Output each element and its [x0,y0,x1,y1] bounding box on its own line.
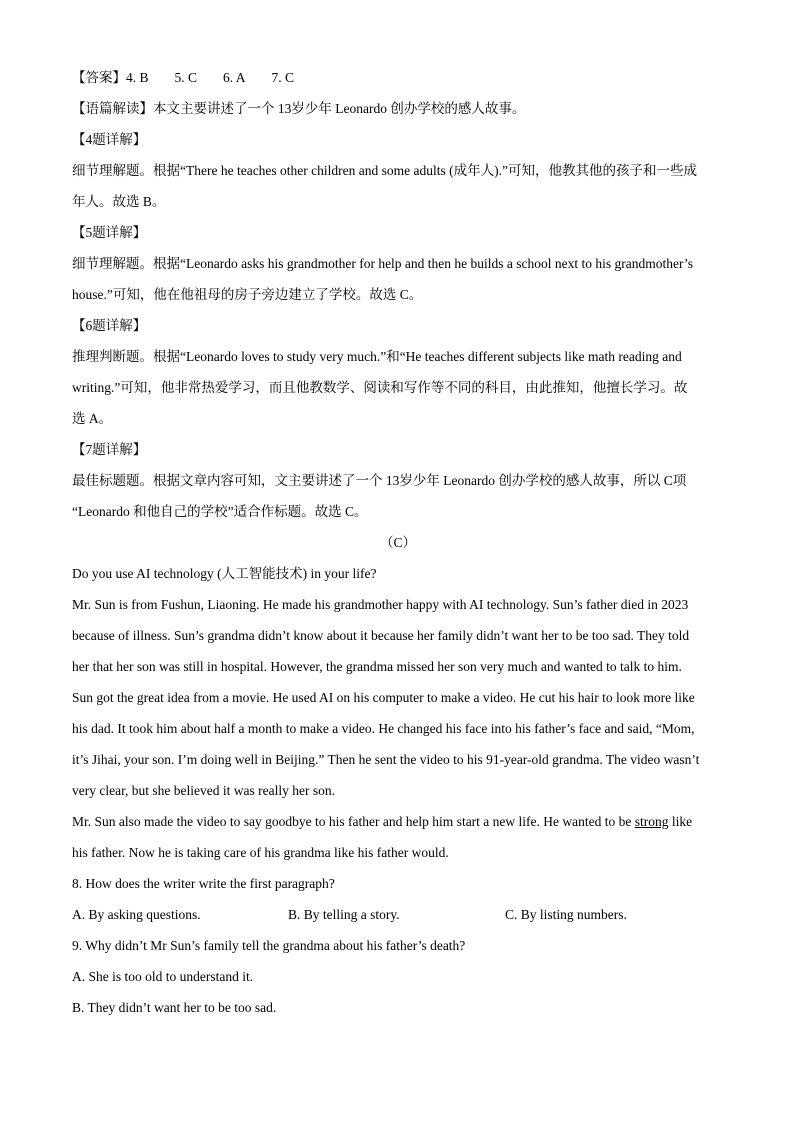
passage-line: Sun got the great idea from a movie. He used AI on his computer to make a video. He cut his hair to look more like [72,690,695,705]
q8-option-c: C. By listing numbers. [505,907,627,922]
document-page [72,62,724,1023]
section-c-title: （C） [379,535,416,550]
answer-key [72,62,724,93]
q6-explanation-line: 选 A。 [72,411,113,426]
passage-line: because of illness. Sun’s grandma didn’t know about it because her family didn’t want her to be too sad. They told [72,628,690,643]
underlined-word: strong [634,814,669,829]
q6-heading: 【6题详解】 [72,318,147,333]
passage-line: Mr. Sun is from Fushun, Liaoning. He made his grandmother happy with AI technology. Sun’s father died in 2023 [72,597,689,612]
answer-item: 5. C [174,70,198,85]
q8-stem: 8. How does the writer write the first paragraph? [72,876,335,891]
passage-line: Mr. Sun also made the video to say goodbye to his father and help him start a new life. He wanted to be strong like [72,814,693,829]
passage-intro: Do you use AI technology (人工智能技术) in your life? [72,566,377,581]
q8-option-a: A. By asking questions. [72,907,201,922]
q7-heading: 【7题详解】 [72,442,147,457]
passage-line: very clear, but she believed it was really her son. [72,783,335,798]
answer-label: 【答案】 [72,70,126,85]
passage-line: his dad. It took him about half a month to make a video. He changed his face into his father’s face and said, “Mom, [72,721,695,736]
q4-explanation-line: 细节理解题。根据“There he teaches other children and some adults (成年人).”可知，他教其他的孩子和一些成 [72,163,697,178]
passage-line: it’s Jihai, your son. I’m doing well in Beijing.” Then he sent the video to his 91-year-old grandma. The video wasn’t [72,752,700,767]
q7-explanation-line: “Leonardo 和他自己的学校”适合作标题。故选 C。 [72,504,368,519]
q7-explanation-line: 最佳标题题。根据文章内容可知，文主要讲述了一个 13岁少年 Leonardo 创办学校的感人故事，所以 C项 [72,473,687,488]
q9-option-b: B. They didn’t want her to be too sad. [72,1000,277,1015]
q8-options [72,899,724,930]
q5-explanation-line: house.”可知，他在他祖母的房子旁边建立了学校。故选 C。 [72,287,423,302]
q4-explanation-line: 年人。故选 B。 [72,194,166,209]
q6-explanation-line: writing.”可知，他非常热爱学习，而且他教数学、阅读和写作等不同的科目，由此推知，他擅长学习。故 [72,380,688,395]
q5-heading: 【5题详解】 [72,225,147,240]
q6-explanation-line: 推理判断题。根据“Leonardo loves to study very much.”和“He teaches different subjects like math reading and [72,349,682,364]
q9-stem: 9. Why didn’t Mr Sun’s family tell the grandma about his father’s death? [72,938,466,953]
answer-item: 6. A [223,70,246,85]
q4-heading: 【4题详解】 [72,132,147,147]
passage-interpretation: 【语篇解读】本文主要讲述了一个 13岁少年 Leonardo 创办学校的感人故事。 [72,101,526,116]
answer-item: 4. B [126,70,149,85]
q8-option-b: B. By telling a story. [288,907,400,922]
passage-line: her that her son was still in hospital. However, the grandma missed her son very much and wanted to talk to him. [72,659,682,674]
passage-line: his father. Now he is taking care of his grandma like his father would. [72,845,449,860]
answer-item: 7. C [271,70,295,85]
q9-option-a: A. She is too old to understand it. [72,969,254,984]
q5-explanation-line: 细节理解题。根据“Leonardo asks his grandmother for help and then he builds a school next to his grandmother’s [72,256,694,271]
